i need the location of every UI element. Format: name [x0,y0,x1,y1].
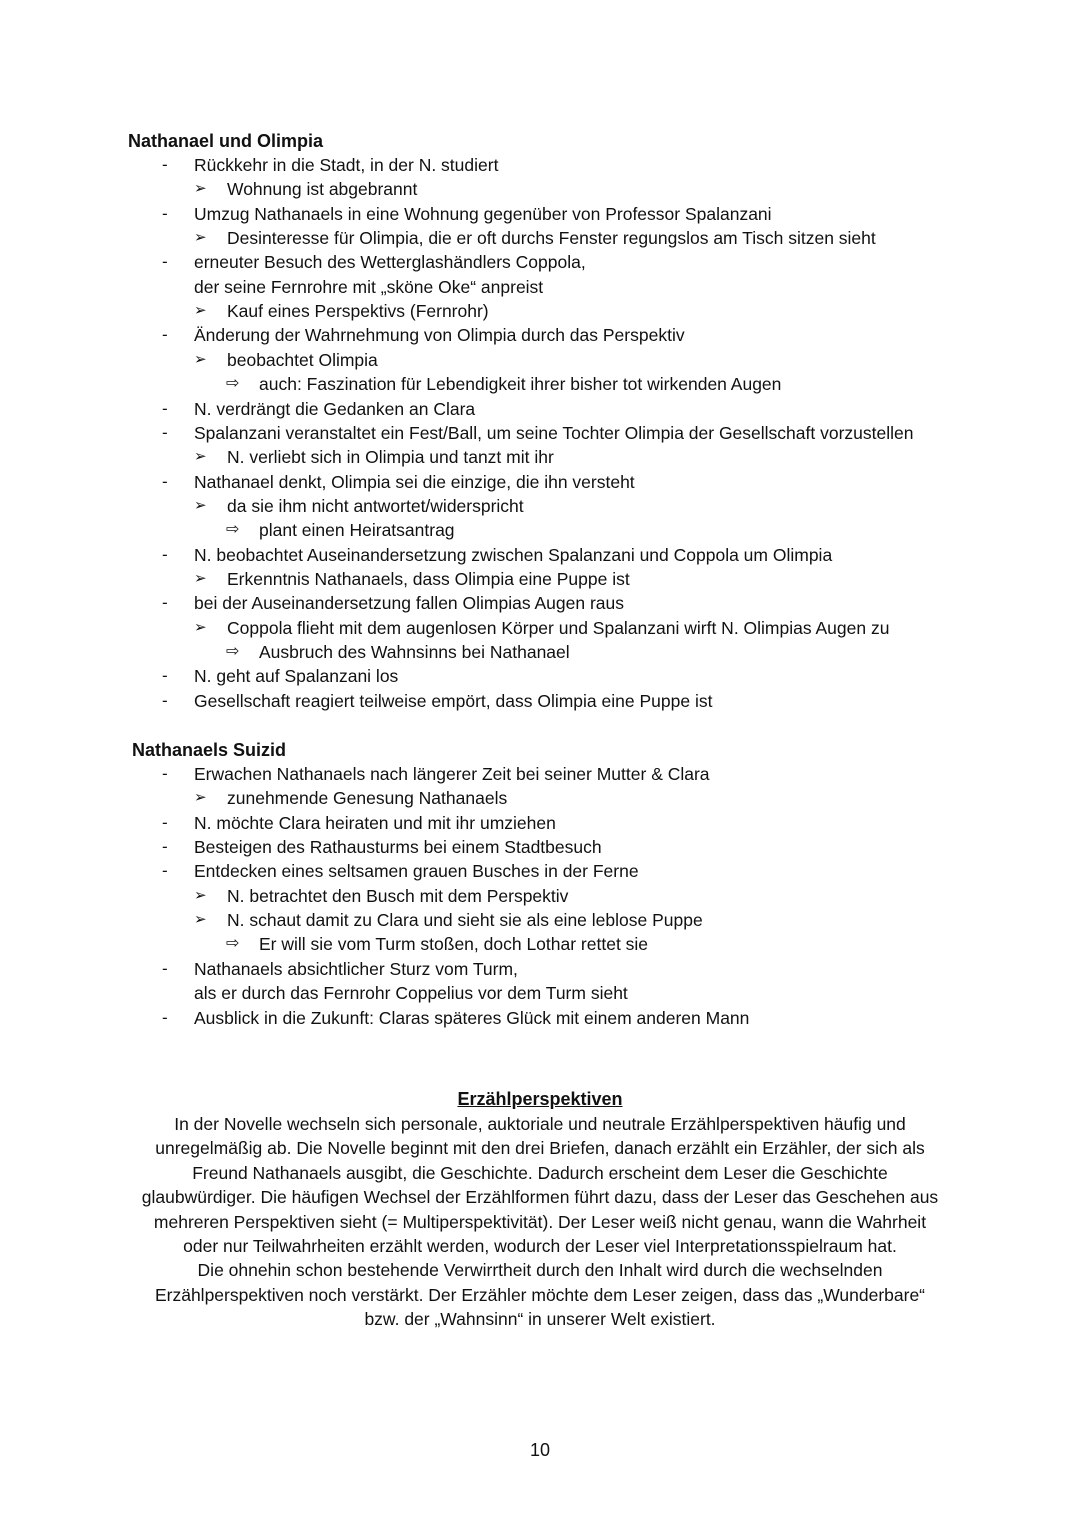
list-item: erneuter Besuch des Wetterglashändlers Coppola, [194,252,586,273]
arrowhead-bullet-icon: ➢ [194,886,207,904]
bullet-dash: - [162,325,168,345]
list-item-continuation: als er durch das Fernrohr Coppelius vor dem Turm sieht [194,983,628,1004]
paragraph-line: Die ohnehin schon bestehende Verwirrtheit durch den Inhalt wird durch die wechselnden [197,1260,883,1281]
list-item: N. verdrängt die Gedanken an Clara [194,398,476,419]
arrowhead-bullet-icon: ➢ [194,569,207,587]
bullet-dash: - [162,422,168,442]
list-item: N. geht auf Spalanzani los [194,666,399,687]
sub-sub-item: plant einen Heiratsantrag [259,520,455,541]
section-heading-olimpia: Nathanael und Olimpia [128,131,324,151]
arrowhead-bullet-icon: ➢ [194,789,207,807]
arrowhead-bullet-icon: ➢ [194,302,207,320]
bullet-dash: - [162,690,168,710]
sub-item: da sie ihm nicht antwortet/widerspricht [227,495,524,516]
bullet-dash: - [162,593,168,613]
paragraph-line: unregelmäßig ab. Die Novelle beginnt mit den drei Briefen, danach erzählt ein Erzähler, der sich als [155,1138,925,1159]
paragraph-line: glaubwürdiger. Die häufigen Wechsel der Erzählformen führt dazu, dass der Leser das Geschehen aus [141,1187,939,1208]
sub-item: Wohnung ist abgebrannt [227,179,418,200]
bullet-dash: - [162,861,168,881]
bullet-dash: - [162,155,168,174]
bullet-dash: - [162,837,168,857]
sub-item: Coppola flieht mit dem augenlosen Körper und Spalanzani wirft N. Olimpias Augen zu [227,617,890,638]
list-item: bei der Auseinandersetzung fallen Olimpias Augen raus [194,593,624,614]
bullet-dash: - [162,471,168,491]
list-item: Spalanzani veranstaltet ein Fest/Ball, um seine Tochter Olimpia der Gesellschaft vorzustellen [194,422,914,443]
bullet-dash: - [162,958,168,978]
list-item: Gesellschaft reagiert teilweise empört, dass Olimpia eine Puppe ist [194,690,713,711]
arrowhead-bullet-icon: ➢ [194,911,207,929]
list-item: Ausblick in die Zukunft: Claras späteres Glück mit einem anderen Mann [194,1007,750,1028]
bullet-dash: - [162,398,168,418]
arrowhead-bullet-icon: ➢ [194,350,207,368]
sub-item: zunehmende Genesung Nathanaels [227,788,508,809]
arrowhead-bullet-icon: ➢ [194,496,207,514]
arrowhead-bullet-icon: ➢ [194,229,207,247]
list-item: N. möchte Clara heiraten und mit ihr umziehen [194,812,556,833]
list-item: Erwachen Nathanaels nach längerer Zeit bei seiner Mutter & Clara [194,764,710,784]
bullet-dash: - [162,203,168,223]
list-item-continuation: der seine Fernrohre mit „sköne Oke“ anpreist [194,276,544,297]
paragraph-line: bzw. der „Wahnsinn“ in unserer Welt existiert. [364,1309,716,1330]
paragraph-line: In der Novelle wechseln sich personale, auktoriale und neutrale Erzählperspektiven häufig und [174,1114,906,1134]
paragraph-line: Freund Nathanaels ausgibt, die Geschichte. Dadurch erscheint dem Leser die Geschichte [192,1162,888,1183]
sub-item: Desinteresse für Olimpia, die er oft durchs Fenster regungslos am Tisch sitzen sieht [227,228,876,249]
sub-item: N. schaut damit zu Clara und sieht sie als eine leblose Puppe [227,910,703,931]
arrowhead-bullet-icon: ➢ [194,618,207,636]
bullet-dash: - [162,812,168,832]
section-heading-suizid: Nathanaels Suizid [132,740,287,760]
paragraph-line: Erzählperspektiven noch verstärkt. Der Erzähler möchte dem Leser zeigen, dass das „Wunderbare“ [154,1284,926,1305]
paragraph-line: oder nur Teilwahrheiten erzählt werden, wodurch der Leser viel Interpretationsspielraum hat. [183,1236,897,1256]
sub-sub-item: auch: Faszination für Lebendigkeit ihrer bisher tot wirkenden Augen [259,374,782,395]
list-item: Umzug Nathanaels in eine Wohnung gegenüber von Professor Spalanzani [194,203,772,224]
list-item: Änderung der Wahrnehmung von Olimpia durch das Perspektiv [194,325,685,346]
page-number: 10 [529,1440,551,1460]
sub-item: N. verliebt sich in Olimpia und tanzt mit ihr [227,447,554,468]
sub-sub-item: Er will sie vom Turm stoßen, doch Lothar rettet sie [259,934,649,955]
outline-arrow-icon: ⇨ [226,935,240,953]
list-item: Entdecken eines seltsamen grauen Busches in der Ferne [194,861,639,882]
list-item: Nathanaels absichtlicher Sturz vom Turm, [194,958,518,979]
outline-arrow-icon: ⇨ [226,521,240,539]
bullet-dash: - [162,252,168,272]
outline-arrow-icon: ⇨ [226,643,240,660]
section-heading-erzaehlperspektiven: Erzählperspektiven [457,1089,623,1109]
list-item: N. beobachtet Auseinandersetzung zwischen Spalanzani und Coppola um Olimpia [194,544,833,565]
sub-item: Kauf eines Perspektivs (Fernrohr) [227,301,489,322]
list-item: Nathanael denkt, Olimpia sei die einzige, die ihn versteht [194,471,635,492]
sub-item: N. betrachtet den Busch mit dem Perspektiv [227,885,569,906]
sub-item: beobachtet Olimpia [227,349,378,370]
bullet-dash: - [162,544,168,564]
outline-arrow-icon: ⇨ [226,375,240,393]
sub-item: Erkenntnis Nathanaels, dass Olimpia eine Puppe ist [227,568,630,589]
list-item: Besteigen des Rathausturms bei einem Stadtbesuch [194,837,602,858]
arrowhead-bullet-icon: ➢ [194,180,207,198]
arrowhead-bullet-icon: ➢ [194,448,207,466]
list-item: Rückkehr in die Stadt, in der N. studiert [194,155,499,175]
sub-sub-item: Ausbruch des Wahnsinns bei Nathanael [259,642,570,662]
bullet-dash: - [162,1007,168,1027]
bullet-dash: - [162,764,168,783]
bullet-dash: - [162,666,168,686]
paragraph-line: mehreren Perspektiven sieht (= Multiperspektivität). Der Leser weiß nicht genau, wann die Wahrheit [153,1211,927,1232]
